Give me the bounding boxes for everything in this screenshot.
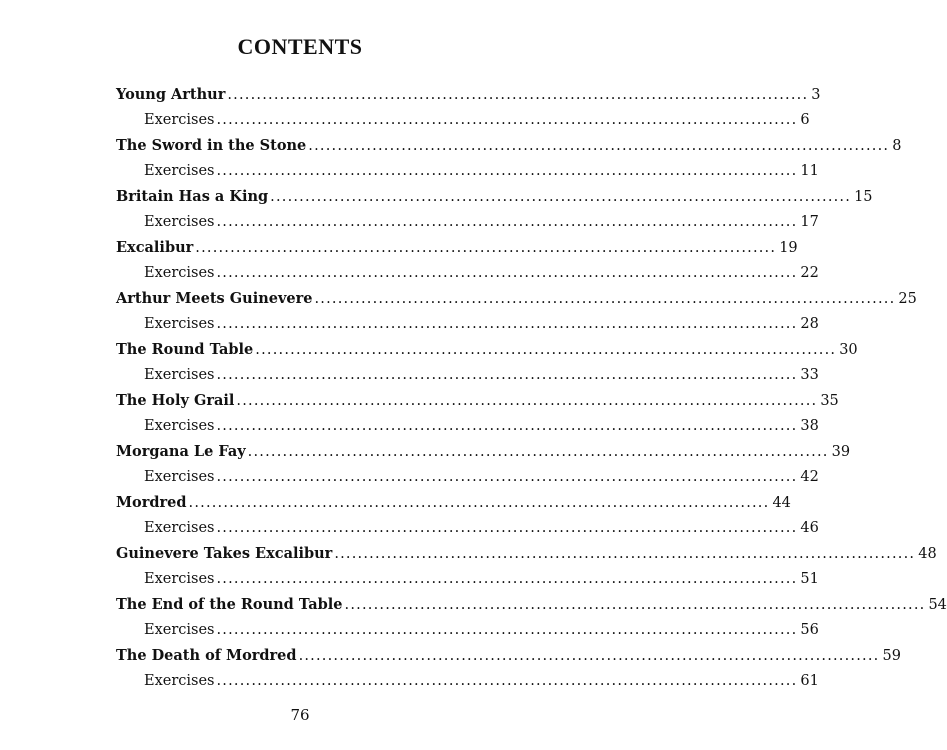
page-reference: 28	[800, 315, 819, 332]
dot-leader: ....................................................................................................	[270, 189, 852, 205]
toc-chapter-entry	[116, 239, 798, 265]
page-reference: 44	[772, 495, 791, 511]
toc-exercises-entry	[116, 672, 819, 699]
dot-leader: ....................................................................................................	[334, 546, 916, 562]
exercises-label: Exercises	[144, 264, 215, 281]
chapter-title: Guinevere Takes Excalibur	[116, 545, 333, 562]
page-reference: 61	[800, 672, 819, 689]
page-title: CONTENTS	[237, 34, 363, 59]
chapter-title: The Holy Grail	[116, 392, 235, 409]
exercises-label: Exercises	[144, 519, 215, 536]
chapter-title: The Death of Mordred	[116, 647, 297, 664]
exercises-label: Exercises	[144, 162, 215, 179]
toc-chapter-entry	[116, 392, 839, 418]
page-reference: 56	[800, 621, 819, 638]
toc-exercises-entry	[116, 570, 819, 597]
chapter-title: Mordred	[116, 494, 187, 511]
exercises-label: Exercises	[144, 366, 215, 383]
dot-leader: ....................................................................................................	[216, 417, 798, 434]
toc-exercises-entry	[116, 519, 819, 546]
page-reference: 38	[800, 417, 819, 434]
page-reference: 54	[928, 597, 947, 613]
toc-exercises-entry	[116, 621, 819, 648]
toc-exercises-entry	[116, 264, 819, 291]
toc-chapter-entry	[116, 494, 791, 520]
dot-leader: ....................................................................................................	[236, 393, 818, 409]
dot-leader: ....................................................................................................	[216, 315, 798, 332]
page-reference: 11	[800, 162, 819, 179]
chapter-title: The End of the Round Table	[116, 596, 343, 613]
toc-chapter-entry	[116, 545, 937, 571]
chapter-title: Arthur Meets Guinevere	[116, 290, 313, 307]
chapter-title: The Sword in the Stone	[116, 137, 307, 154]
page-reference: 59	[882, 648, 901, 664]
toc-exercises-entry	[116, 315, 819, 342]
toc-chapter-entry	[116, 596, 947, 622]
dot-leader: ....................................................................................................	[216, 519, 798, 536]
dot-leader: ....................................................................................................	[314, 291, 896, 307]
toc-exercises-entry	[116, 468, 819, 495]
chapter-title: Morgana Le Fay	[116, 443, 246, 460]
page-reference: 33	[800, 366, 819, 383]
chapter-title: Young Arthur	[116, 86, 226, 103]
chapter-title: Britain Has a King	[116, 188, 269, 205]
toc-chapter-entry	[116, 137, 902, 163]
page-reference: 22	[800, 264, 819, 281]
page-reference: 17	[800, 213, 819, 230]
page-reference: 35	[820, 393, 839, 409]
chapter-title: Excalibur	[116, 239, 194, 256]
toc-chapter-entry	[116, 341, 858, 367]
page-reference: 25	[898, 291, 917, 307]
toc-exercises-entry	[116, 111, 810, 138]
exercises-label: Exercises	[144, 111, 215, 128]
toc-chapter-entry	[116, 86, 821, 112]
exercises-label: Exercises	[144, 417, 215, 434]
toc-exercises-entry	[116, 162, 819, 189]
toc-chapter-entry	[116, 290, 917, 316]
page-reference: 51	[800, 570, 819, 587]
page-reference: 3	[811, 87, 821, 103]
dot-leader: ....................................................................................................	[247, 444, 829, 460]
page-reference: 42	[800, 468, 819, 485]
page-reference: 8	[892, 138, 902, 154]
page-reference: 30	[839, 342, 858, 358]
toc-chapter-entry	[116, 647, 901, 673]
dot-leader: ....................................................................................................	[216, 213, 798, 230]
exercises-label: Exercises	[144, 570, 215, 587]
dot-leader: ....................................................................................................	[298, 648, 880, 664]
page-number: 76	[290, 706, 310, 724]
exercises-label: Exercises	[144, 315, 215, 332]
toc-chapter-entry	[116, 188, 873, 214]
toc-exercises-entry	[116, 366, 819, 393]
toc-exercises-entry	[116, 213, 819, 240]
dot-leader: ....................................................................................................	[195, 240, 777, 256]
page-reference: 19	[779, 240, 798, 256]
dot-leader: ....................................................................................................	[216, 621, 798, 638]
exercises-label: Exercises	[144, 672, 215, 689]
exercises-label: Exercises	[144, 621, 215, 638]
page-reference: 48	[918, 546, 937, 562]
chapter-title: The Round Table	[116, 341, 254, 358]
dot-leader: ....................................................................................................	[216, 111, 798, 128]
table-of-contents	[116, 86, 947, 698]
dot-leader: ....................................................................................................	[255, 342, 837, 358]
dot-leader: ....................................................................................................	[216, 468, 798, 485]
dot-leader: ....................................................................................................	[216, 672, 798, 689]
toc-exercises-entry	[116, 417, 819, 444]
page-reference: 6	[800, 111, 810, 128]
page-reference: 46	[800, 519, 819, 536]
dot-leader: ....................................................................................................	[216, 366, 798, 383]
dot-leader: ....................................................................................................	[227, 87, 809, 103]
page-reference: 39	[831, 444, 851, 460]
exercises-label: Exercises	[144, 213, 215, 230]
dot-leader: ....................................................................................................	[216, 570, 798, 587]
dot-leader: ....................................................................................................	[344, 597, 926, 613]
dot-leader: ....................................................................................................	[188, 495, 770, 511]
dot-leader: ....................................................................................................	[216, 162, 798, 179]
exercises-label: Exercises	[144, 468, 215, 485]
dot-leader: ....................................................................................................	[216, 264, 798, 281]
toc-chapter-entry	[116, 443, 851, 469]
page-reference: 15	[854, 189, 873, 205]
dot-leader: ....................................................................................................	[308, 138, 890, 154]
